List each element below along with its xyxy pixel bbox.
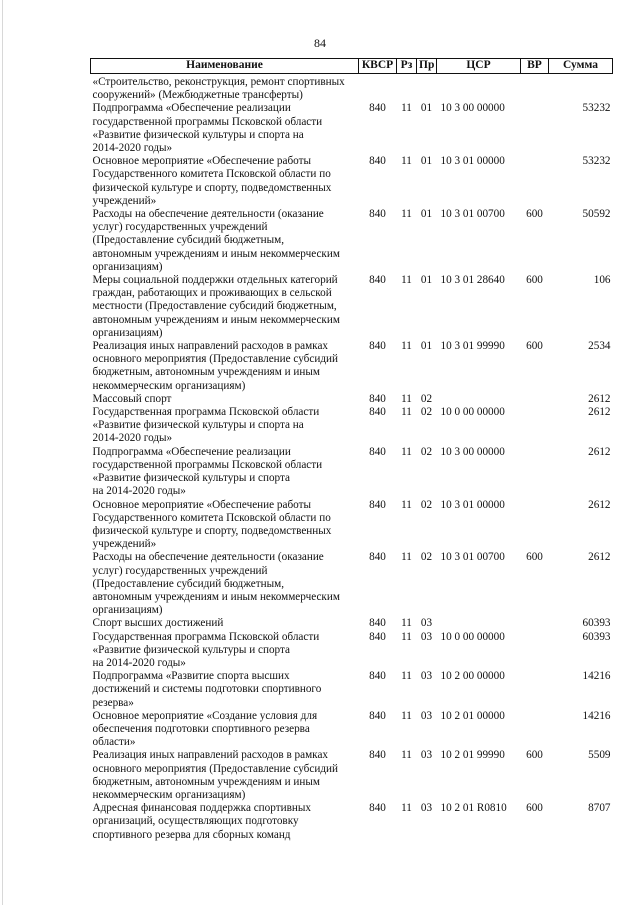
row-kvsr: 840 [369, 498, 386, 511]
row-pr: 02 [420, 392, 433, 405]
row-name-line: автономным учреждениям и иным некоммерческим [92, 313, 340, 326]
row-name-line: Адресная финансовая поддержка спортивных [92, 802, 311, 815]
row-name-line: сооружений» (Межбюджетные трансферты) [92, 89, 303, 102]
row-csr: 10 2 01 99990 [440, 749, 505, 762]
row-csr: 10 2 01 R0810 [440, 802, 507, 815]
row-name-line: бюджетным, автономным учреждениям и иным [92, 366, 320, 379]
row-rz: 11 [401, 445, 412, 458]
row-name-line: Основное мероприятие «Создание условия для [92, 709, 318, 722]
row-pr: 03 [420, 802, 433, 815]
row-name-line: услуг) государственных учреждений [92, 564, 268, 577]
row-csr: 10 3 00 00000 [440, 445, 505, 458]
row-rz: 11 [401, 498, 412, 511]
row-rz: 11 [401, 406, 412, 419]
row-rz: 11 [401, 670, 412, 683]
row-name-line: резерва» [92, 696, 134, 709]
row-csr: 10 3 01 99990 [440, 340, 505, 353]
table-header-row [91, 59, 613, 74]
row-name-line: организациям) [92, 260, 163, 273]
row-vr [521, 102, 549, 155]
row-name-line: автономным учреждениям и иным некоммерческим [92, 590, 340, 603]
row-name-line: Государственная программа Псковской области [92, 630, 320, 643]
row-name [91, 710, 359, 750]
table-row [91, 749, 613, 802]
row-vr [521, 631, 549, 671]
row-name-line: Государственная программа Псковской области [92, 406, 320, 419]
row-name [91, 208, 359, 274]
row-sum: 14216 [582, 709, 611, 722]
table-row [91, 406, 613, 446]
row-sum: 106 [593, 274, 611, 287]
row-rz: 11 [401, 709, 412, 722]
row-name-line: учреждений» [92, 538, 157, 551]
row-name [91, 446, 359, 499]
row-sum: 5509 [588, 749, 611, 762]
row-name-line: «Развитие физической культуры и спорта на [92, 419, 304, 432]
row-name-line: Подпрограмма «Развитие спорта высших [92, 670, 290, 683]
row-name-line: Расходы на обеспечение деятельности (оказание [92, 208, 324, 221]
row-kvsr: 840 [369, 406, 386, 419]
row-kvsr [359, 74, 397, 103]
row-name-line: некоммерческим организациям) [92, 379, 246, 392]
row-name-line: физической культуре и спорту, подведомственных [92, 524, 332, 537]
row-name-line: Государственного комитета Псковской области по [92, 168, 331, 181]
row-kvsr: 840 [369, 392, 386, 405]
row-csr: 10 2 00 00000 [440, 670, 505, 683]
row-name-line: организаций, осуществляющих подготовку [92, 815, 299, 828]
row-name-line: основного мероприятия (Предоставление субсидий [92, 353, 338, 366]
row-rz: 11 [401, 630, 412, 643]
row-pr: 03 [420, 670, 433, 683]
row-rz: 11 [401, 392, 412, 405]
table-row [91, 802, 613, 842]
row-kvsr: 840 [369, 551, 386, 564]
row-vr [521, 393, 549, 406]
row-csr [437, 393, 521, 406]
row-rz [397, 74, 417, 103]
budget-table [90, 58, 613, 842]
row-csr [437, 617, 521, 630]
row-csr: 10 3 01 00700 [440, 208, 505, 221]
table-row [91, 393, 613, 406]
row-name [91, 499, 359, 552]
row-sum: 50592 [582, 208, 611, 221]
row-name [91, 274, 359, 340]
row-pr: 03 [420, 749, 433, 762]
row-name-line: бюджетным, автономным учреждениям и иным [92, 775, 320, 788]
row-name-line: Основное мероприятие «Обеспечение работы [92, 155, 312, 168]
row-name [91, 155, 359, 208]
row-name-line: Меры социальной поддержки отдельных категорий [92, 274, 338, 287]
row-kvsr: 840 [369, 445, 386, 458]
row-rz: 11 [401, 802, 412, 815]
row-kvsr: 840 [369, 630, 386, 643]
row-csr: 10 2 01 00000 [440, 709, 505, 722]
row-name-line: Расходы на обеспечение деятельности (оказание [92, 551, 324, 564]
row-kvsr: 840 [369, 340, 386, 353]
row-name-line: организациям) [92, 326, 163, 339]
row-kvsr: 840 [369, 274, 386, 287]
row-pr: 03 [420, 709, 433, 722]
row-csr: 10 0 00 00000 [440, 630, 505, 643]
table-row [91, 551, 613, 617]
row-sum: 2612 [588, 445, 611, 458]
row-name-line: Государственного комитета Псковской области по [92, 511, 331, 524]
row-kvsr: 840 [369, 670, 386, 683]
header-rz: Рз [397, 59, 417, 74]
row-kvsr: 840 [369, 155, 386, 168]
row-vr [521, 499, 549, 552]
header-name: Наименование [91, 59, 359, 74]
header-csr: ЦСР [437, 59, 521, 74]
row-name-line: Основное мероприятие «Обеспечение работы [92, 498, 312, 511]
table-row [91, 710, 613, 750]
row-name-line: Реализация иных направлений расходов в рамках [92, 340, 329, 353]
row-kvsr: 840 [369, 709, 386, 722]
row-pr: 03 [420, 630, 433, 643]
row-name-line: учреждений» [92, 194, 157, 207]
row-name-line: Подпрограмма «Обеспечение реализации [92, 445, 291, 458]
table-row [91, 617, 613, 630]
row-pr: 03 [420, 617, 433, 630]
row-pr: 02 [420, 406, 433, 419]
row-csr: 10 3 01 00000 [440, 155, 505, 168]
row-vr: 600 [526, 340, 543, 353]
header-kvsr: КВСР [359, 59, 397, 74]
table-row [91, 340, 613, 393]
row-name-line: обеспечения подготовки спортивного резерва [92, 722, 310, 735]
row-name-line: (Предоставление субсидий бюджетным, [92, 234, 285, 247]
scan-margin-line [2, 0, 3, 905]
row-kvsr: 840 [369, 617, 386, 630]
row-sum: 53232 [582, 155, 611, 168]
row-name-line: организациям) [92, 604, 163, 617]
row-name [91, 802, 359, 842]
row-name [91, 393, 359, 406]
row-pr [417, 74, 437, 103]
row-name-line: некоммерческим организациям) [92, 788, 246, 801]
row-name-line: (Предоставление субсидий бюджетным, [92, 577, 285, 590]
row-pr: 02 [420, 445, 433, 458]
row-csr: 10 3 01 00700 [440, 551, 505, 564]
row-csr: 10 0 00 00000 [440, 406, 505, 419]
row-name-line: государственной программы Псковской области [92, 115, 323, 128]
row-vr: 600 [526, 749, 543, 762]
header-vr: ВР [521, 59, 549, 74]
row-name-line: автономным учреждениям и иным некоммерческим [92, 247, 340, 260]
row-name-line: «Развитие физической культуры и спорта [92, 472, 290, 485]
row-sum: 60393 [582, 617, 611, 630]
page-number: 84 [314, 36, 326, 50]
row-name-line: области» [92, 736, 136, 749]
row-name [91, 406, 359, 446]
row-vr [521, 710, 549, 750]
row-kvsr: 840 [369, 802, 386, 815]
row-rz: 11 [401, 274, 412, 287]
row-rz: 11 [401, 749, 412, 762]
row-name-line: спортивного резерва для сборных команд [92, 828, 291, 841]
table-row [91, 631, 613, 671]
row-sum: 60393 [582, 630, 611, 643]
table-row [91, 74, 613, 103]
row-kvsr: 840 [369, 208, 386, 221]
row-name-line: основного мероприятия (Предоставление субсидий [92, 762, 338, 775]
row-name [91, 74, 359, 103]
row-name [91, 631, 359, 671]
row-vr: 600 [526, 551, 543, 564]
row-sum: 8707 [588, 802, 611, 815]
row-vr: 600 [526, 274, 543, 287]
row-name [91, 340, 359, 393]
row-vr [521, 670, 549, 710]
row-pr: 02 [420, 551, 433, 564]
row-name-line: физической культуре и спорту, подведомственных [92, 181, 332, 194]
row-csr [437, 74, 521, 103]
row-pr: 01 [420, 102, 433, 115]
row-sum: 2612 [588, 498, 611, 511]
row-pr: 01 [420, 208, 433, 221]
row-vr [521, 617, 549, 630]
row-pr: 01 [420, 274, 433, 287]
row-name [91, 670, 359, 710]
row-name [91, 617, 359, 630]
table-row [91, 499, 613, 552]
row-name-line: «Развитие физической культуры и спорта на [92, 128, 304, 141]
row-rz: 11 [401, 551, 412, 564]
row-rz: 11 [401, 340, 412, 353]
row-csr: 10 3 01 00000 [440, 498, 505, 511]
row-name-line: 2014-2020 годы» [92, 432, 173, 445]
row-name-line: «Строительство, реконструкция, ремонт спортивных [92, 76, 345, 88]
row-name [91, 749, 359, 802]
row-sum: 2612 [588, 392, 611, 405]
row-pr: 02 [420, 498, 433, 511]
row-rz: 11 [401, 102, 412, 115]
row-pr: 01 [420, 155, 433, 168]
row-name-line: Реализация иных направлений расходов в рамках [92, 749, 329, 762]
row-kvsr: 840 [369, 749, 386, 762]
row-name-line: местности (Предоставление субсидий бюджетным, [92, 300, 337, 313]
row-name-line: на 2014-2020 годы» [92, 656, 186, 669]
row-sum: 2534 [588, 340, 611, 353]
row-name-line: «Развитие физической культуры и спорта [92, 643, 290, 656]
row-vr: 600 [526, 208, 543, 221]
row-csr: 10 3 00 00000 [440, 102, 505, 115]
row-name-line: достижений и системы подготовки спортивного [92, 683, 322, 696]
row-sum [549, 74, 613, 103]
row-vr [521, 155, 549, 208]
row-name-line: Спорт высших достижений [92, 617, 224, 630]
row-name-line: на 2014-2020 годы» [92, 485, 186, 498]
header-pr: Пр [417, 59, 437, 74]
table-row [91, 155, 613, 208]
row-vr [521, 446, 549, 499]
table-body [91, 74, 613, 842]
row-kvsr: 840 [369, 102, 386, 115]
table-row [91, 274, 613, 340]
row-sum: 2612 [588, 406, 611, 419]
row-csr: 10 3 01 28640 [440, 274, 505, 287]
row-sum: 53232 [582, 102, 611, 115]
row-name-line: государственной программы Псковской области [92, 458, 323, 471]
table-row [91, 208, 613, 274]
row-sum: 2612 [588, 551, 611, 564]
table-row [91, 102, 613, 155]
row-name-line: услуг) государственных учреждений [92, 221, 268, 234]
row-name-line: 2014-2020 годы» [92, 142, 173, 155]
row-name-line: граждан, работающих и проживающих в сельской [92, 287, 332, 300]
row-pr: 01 [420, 340, 433, 353]
row-name-line: Подпрограмма «Обеспечение реализации [92, 102, 291, 115]
row-rz: 11 [401, 617, 412, 630]
row-name [91, 551, 359, 617]
row-name [91, 102, 359, 155]
row-rz: 11 [401, 208, 412, 221]
row-name-line: Массовый спорт [92, 392, 172, 405]
row-vr [521, 74, 549, 103]
table-row [91, 670, 613, 710]
header-sum: Сумма [549, 59, 613, 74]
row-rz: 11 [401, 155, 412, 168]
row-sum: 14216 [582, 670, 611, 683]
table-row [91, 446, 613, 499]
row-vr: 600 [526, 802, 543, 815]
row-vr [521, 406, 549, 446]
